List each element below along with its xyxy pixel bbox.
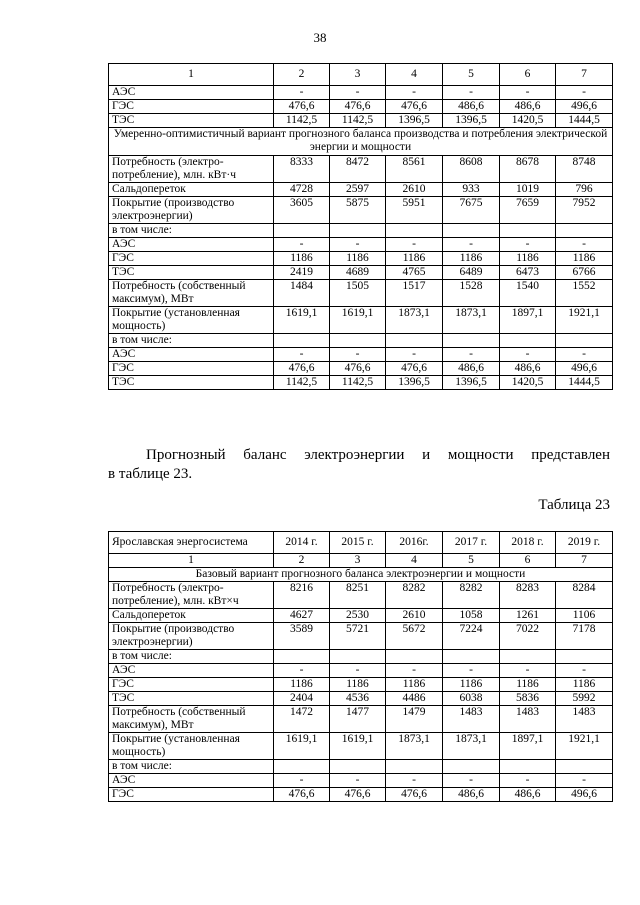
column-header-year: 2015 г. [330, 532, 386, 554]
cell-value: 5992 [556, 692, 613, 706]
cell-value: 4765 [386, 266, 443, 280]
row-label: Потребность (собственный максимум), МВт [109, 706, 274, 733]
cell-value: 1483 [556, 706, 613, 733]
cell-value: 1528 [443, 280, 500, 307]
cell-value: 476,6 [386, 362, 443, 376]
cell-value: 8678 [500, 156, 556, 183]
cell-value: 8561 [386, 156, 443, 183]
cell-value: 1873,1 [386, 307, 443, 334]
cell-value: 1186 [500, 252, 556, 266]
cell-value: - [500, 238, 556, 252]
cell-value [556, 650, 613, 664]
row-label: ГЭС [109, 678, 274, 692]
cell-value: 1897,1 [500, 307, 556, 334]
cell-value: - [386, 774, 443, 788]
column-number: 6 [500, 554, 556, 568]
cell-value: 8284 [556, 582, 613, 609]
cell-value: 496,6 [556, 788, 613, 802]
row-label: ГЭС [109, 788, 274, 802]
column-header-system: Ярославская энергосистема [109, 532, 274, 554]
cell-value: 486,6 [500, 100, 556, 114]
table-row [109, 86, 613, 100]
section-row [109, 128, 613, 156]
cell-value: 1396,5 [443, 114, 500, 128]
cell-value: 6489 [443, 266, 500, 280]
column-header-year: 2016г. [386, 532, 443, 554]
cell-value: 2597 [330, 183, 386, 197]
table-row [109, 362, 613, 376]
cell-value: 486,6 [443, 788, 500, 802]
cell-value: 1540 [500, 280, 556, 307]
cell-value: 1873,1 [443, 307, 500, 334]
row-label: ГЭС [109, 100, 274, 114]
cell-value: 8608 [443, 156, 500, 183]
row-label: Покрытие (производство электроэнергии) [109, 623, 274, 650]
row-label: Покрытие (установленная мощность) [109, 307, 274, 334]
cell-value: - [556, 86, 613, 100]
table-row [109, 348, 613, 362]
cell-value: 1477 [330, 706, 386, 733]
cell-value: 476,6 [274, 362, 330, 376]
cell-value: 1396,5 [386, 114, 443, 128]
column-number: 5 [443, 64, 500, 86]
cell-value [386, 760, 443, 774]
table-row [109, 664, 613, 678]
cell-value: 1619,1 [274, 307, 330, 334]
cell-value: 1517 [386, 280, 443, 307]
cell-value: 476,6 [330, 100, 386, 114]
cell-value [330, 334, 386, 348]
cell-value [443, 334, 500, 348]
section-title: Умеренно-оптимистичный вариант прогнозного баланса производства и потребления электрической энергии и мощности [109, 128, 613, 156]
row-label: ГЭС [109, 362, 274, 376]
cell-value: 1186 [274, 252, 330, 266]
cell-value: 1552 [556, 280, 613, 307]
cell-value: - [386, 348, 443, 362]
row-label: ТЭС [109, 376, 274, 390]
cell-value: 8282 [386, 582, 443, 609]
cell-value: 8282 [443, 582, 500, 609]
cell-value: 2404 [274, 692, 330, 706]
cell-value: 1186 [556, 252, 613, 266]
cell-value: 1396,5 [386, 376, 443, 390]
cell-value: 5672 [386, 623, 443, 650]
column-number: 7 [556, 64, 613, 86]
column-number: 1 [109, 64, 274, 86]
cell-value: - [330, 238, 386, 252]
row-label: АЭС [109, 86, 274, 100]
cell-value: 1142,5 [330, 114, 386, 128]
cell-value: 1396,5 [443, 376, 500, 390]
column-number: 4 [386, 64, 443, 86]
cell-value: 1483 [443, 706, 500, 733]
table-row [109, 197, 613, 224]
column-number: 1 [109, 554, 274, 568]
cell-value: 1420,5 [500, 114, 556, 128]
cell-value: - [556, 348, 613, 362]
cell-value: 476,6 [330, 362, 386, 376]
cell-value [386, 224, 443, 238]
column-header-year: 2014 г. [274, 532, 330, 554]
cell-value: 2530 [330, 609, 386, 623]
row-label: ТЭС [109, 114, 274, 128]
column-header-year: 2018 г. [500, 532, 556, 554]
cell-value: - [330, 664, 386, 678]
section-row [109, 568, 613, 582]
cell-value [443, 650, 500, 664]
table-row [109, 280, 613, 307]
cell-value: 476,6 [274, 100, 330, 114]
row-label: в том числе: [109, 650, 274, 664]
table-row [109, 307, 613, 334]
cell-value: 3605 [274, 197, 330, 224]
table-row [109, 788, 613, 802]
row-label: АЭС [109, 664, 274, 678]
table-row [109, 183, 613, 197]
cell-value: - [274, 238, 330, 252]
cell-value: 796 [556, 183, 613, 197]
table-row [109, 252, 613, 266]
table-row [109, 692, 613, 706]
cell-value: 1186 [443, 252, 500, 266]
table-row [109, 609, 613, 623]
cell-value: - [500, 86, 556, 100]
section-title: Базовый вариант прогнозного баланса электроэнергии и мощности [109, 568, 613, 582]
cell-value: - [443, 238, 500, 252]
cell-value: 1186 [274, 678, 330, 692]
cell-value: 476,6 [386, 788, 443, 802]
table-row [109, 224, 613, 238]
cell-value: 1142,5 [330, 376, 386, 390]
table-row [109, 100, 613, 114]
number-row [109, 554, 613, 568]
cell-value: 1479 [386, 706, 443, 733]
cell-value: 1420,5 [500, 376, 556, 390]
cell-value: - [386, 86, 443, 100]
table-row [109, 334, 613, 348]
cell-value: - [443, 664, 500, 678]
cell-value: - [386, 238, 443, 252]
cell-value: 1505 [330, 280, 386, 307]
cell-value: 1142,5 [274, 376, 330, 390]
column-number: 7 [556, 554, 613, 568]
cell-value: 1186 [330, 252, 386, 266]
cell-value: - [500, 348, 556, 362]
cell-value: - [443, 348, 500, 362]
table-row [109, 238, 613, 252]
cell-value: 5875 [330, 197, 386, 224]
cell-value: 476,6 [330, 788, 386, 802]
cell-value: 486,6 [443, 100, 500, 114]
table-row [109, 706, 613, 733]
row-label: АЭС [109, 774, 274, 788]
cell-value: 1921,1 [556, 733, 613, 760]
column-header-year: 2017 г. [443, 532, 500, 554]
cell-value: 8216 [274, 582, 330, 609]
table-row [109, 266, 613, 280]
cell-value: 5836 [500, 692, 556, 706]
cell-value: 1186 [386, 678, 443, 692]
column-number: 3 [330, 64, 386, 86]
cell-value: 1186 [500, 678, 556, 692]
cell-value: 2610 [386, 183, 443, 197]
cell-value [556, 334, 613, 348]
cell-value: 1444,5 [556, 376, 613, 390]
cell-value: 8251 [330, 582, 386, 609]
row-label: Потребность (электро-потребление), млн. кВт·ч [109, 156, 274, 183]
paragraph-line-2: в таблице 23. [108, 466, 193, 482]
row-label: Потребность (собственный максимум), МВт [109, 280, 274, 307]
cell-value: 1619,1 [330, 307, 386, 334]
table-row [109, 678, 613, 692]
cell-value: 476,6 [386, 100, 443, 114]
cell-value: 7022 [500, 623, 556, 650]
cell-value [386, 334, 443, 348]
cell-value: 4689 [330, 266, 386, 280]
column-header-year: 2019 г. [556, 532, 613, 554]
table-row [109, 114, 613, 128]
cell-value [330, 224, 386, 238]
table-row [109, 156, 613, 183]
cell-value: 1619,1 [330, 733, 386, 760]
cell-value: 8748 [556, 156, 613, 183]
cell-value: - [556, 238, 613, 252]
cell-value: 1106 [556, 609, 613, 623]
row-label: в том числе: [109, 334, 274, 348]
cell-value [500, 760, 556, 774]
cell-value: - [443, 774, 500, 788]
cell-value: 486,6 [500, 788, 556, 802]
row-label: Потребность (электро-потребление), млн. кВт×ч [109, 582, 274, 609]
cell-value: - [556, 664, 613, 678]
cell-value [443, 760, 500, 774]
column-number: 4 [386, 554, 443, 568]
cell-value: 6473 [500, 266, 556, 280]
paragraph-line-1: Прогнозный баланс электроэнергии и мощности представлен [146, 447, 610, 463]
row-label: АЭС [109, 238, 274, 252]
cell-value: 1897,1 [500, 733, 556, 760]
cell-value [274, 224, 330, 238]
cell-value: 476,6 [274, 788, 330, 802]
cell-value: 933 [443, 183, 500, 197]
cell-value: 4728 [274, 183, 330, 197]
cell-value: 1444,5 [556, 114, 613, 128]
cell-value: 7224 [443, 623, 500, 650]
cell-value: 5721 [330, 623, 386, 650]
cell-value: 2610 [386, 609, 443, 623]
cell-value: 6038 [443, 692, 500, 706]
cell-value [556, 224, 613, 238]
cell-value: 1873,1 [443, 733, 500, 760]
row-label: в том числе: [109, 760, 274, 774]
cell-value: - [330, 348, 386, 362]
cell-value [500, 224, 556, 238]
cell-value: - [556, 774, 613, 788]
cell-value: 8472 [330, 156, 386, 183]
cell-value: 1472 [274, 706, 330, 733]
cell-value: - [274, 86, 330, 100]
cell-value: 1186 [556, 678, 613, 692]
header-row [109, 64, 613, 86]
cell-value: 4486 [386, 692, 443, 706]
cell-value [330, 650, 386, 664]
cell-value: 1921,1 [556, 307, 613, 334]
table-row [109, 774, 613, 788]
cell-value: - [443, 86, 500, 100]
cell-value [443, 224, 500, 238]
cell-value: - [330, 86, 386, 100]
body-paragraph [108, 446, 610, 484]
cell-value: 7675 [443, 197, 500, 224]
column-number: 2 [274, 64, 330, 86]
cell-value: 1142,5 [274, 114, 330, 128]
cell-value: 8333 [274, 156, 330, 183]
cell-value: 7952 [556, 197, 613, 224]
table-row [109, 623, 613, 650]
cell-value: 1186 [386, 252, 443, 266]
cell-value: 6766 [556, 266, 613, 280]
table-22-continuation [108, 63, 613, 390]
cell-value: 8283 [500, 582, 556, 609]
column-number: 6 [500, 64, 556, 86]
table-row [109, 733, 613, 760]
cell-value: 1873,1 [386, 733, 443, 760]
cell-value [274, 650, 330, 664]
table-caption: Таблица 23 [538, 497, 610, 513]
row-label: ТЭС [109, 266, 274, 280]
row-label: ГЭС [109, 252, 274, 266]
cell-value [274, 334, 330, 348]
cell-value: - [274, 774, 330, 788]
cell-value: - [330, 774, 386, 788]
row-label: Сальдопереток [109, 609, 274, 623]
cell-value: 2419 [274, 266, 330, 280]
header-row [109, 532, 613, 554]
row-label: АЭС [109, 348, 274, 362]
table-row [109, 582, 613, 609]
cell-value: 1058 [443, 609, 500, 623]
cell-value: 486,6 [500, 362, 556, 376]
cell-value: 1186 [330, 678, 386, 692]
cell-value: 486,6 [443, 362, 500, 376]
cell-value: - [500, 664, 556, 678]
cell-value: - [500, 774, 556, 788]
column-number: 5 [443, 554, 500, 568]
cell-value [500, 334, 556, 348]
cell-value [274, 760, 330, 774]
cell-value: 3589 [274, 623, 330, 650]
row-label: в том числе: [109, 224, 274, 238]
cell-value: 1484 [274, 280, 330, 307]
cell-value: 1261 [500, 609, 556, 623]
cell-value: 496,6 [556, 362, 613, 376]
cell-value: - [274, 348, 330, 362]
table-row [109, 376, 613, 390]
cell-value: - [274, 664, 330, 678]
column-number: 2 [274, 554, 330, 568]
cell-value: 1186 [443, 678, 500, 692]
cell-value: 1019 [500, 183, 556, 197]
table-row [109, 650, 613, 664]
cell-value: - [386, 664, 443, 678]
cell-value: 1483 [500, 706, 556, 733]
row-label: Покрытие (установленная мощность) [109, 733, 274, 760]
cell-value: 4536 [330, 692, 386, 706]
row-label: ТЭС [109, 692, 274, 706]
cell-value [556, 760, 613, 774]
cell-value: 1619,1 [274, 733, 330, 760]
table-23 [108, 531, 613, 802]
cell-value: 4627 [274, 609, 330, 623]
page-number: 38 [313, 30, 327, 45]
column-number: 3 [330, 554, 386, 568]
cell-value: 7659 [500, 197, 556, 224]
cell-value: 7178 [556, 623, 613, 650]
cell-value: 5951 [386, 197, 443, 224]
cell-value [330, 760, 386, 774]
table-row [109, 760, 613, 774]
cell-value [500, 650, 556, 664]
row-label: Сальдопереток [109, 183, 274, 197]
row-label: Покрытие (производство электроэнергии) [109, 197, 274, 224]
cell-value [386, 650, 443, 664]
cell-value: 496,6 [556, 100, 613, 114]
